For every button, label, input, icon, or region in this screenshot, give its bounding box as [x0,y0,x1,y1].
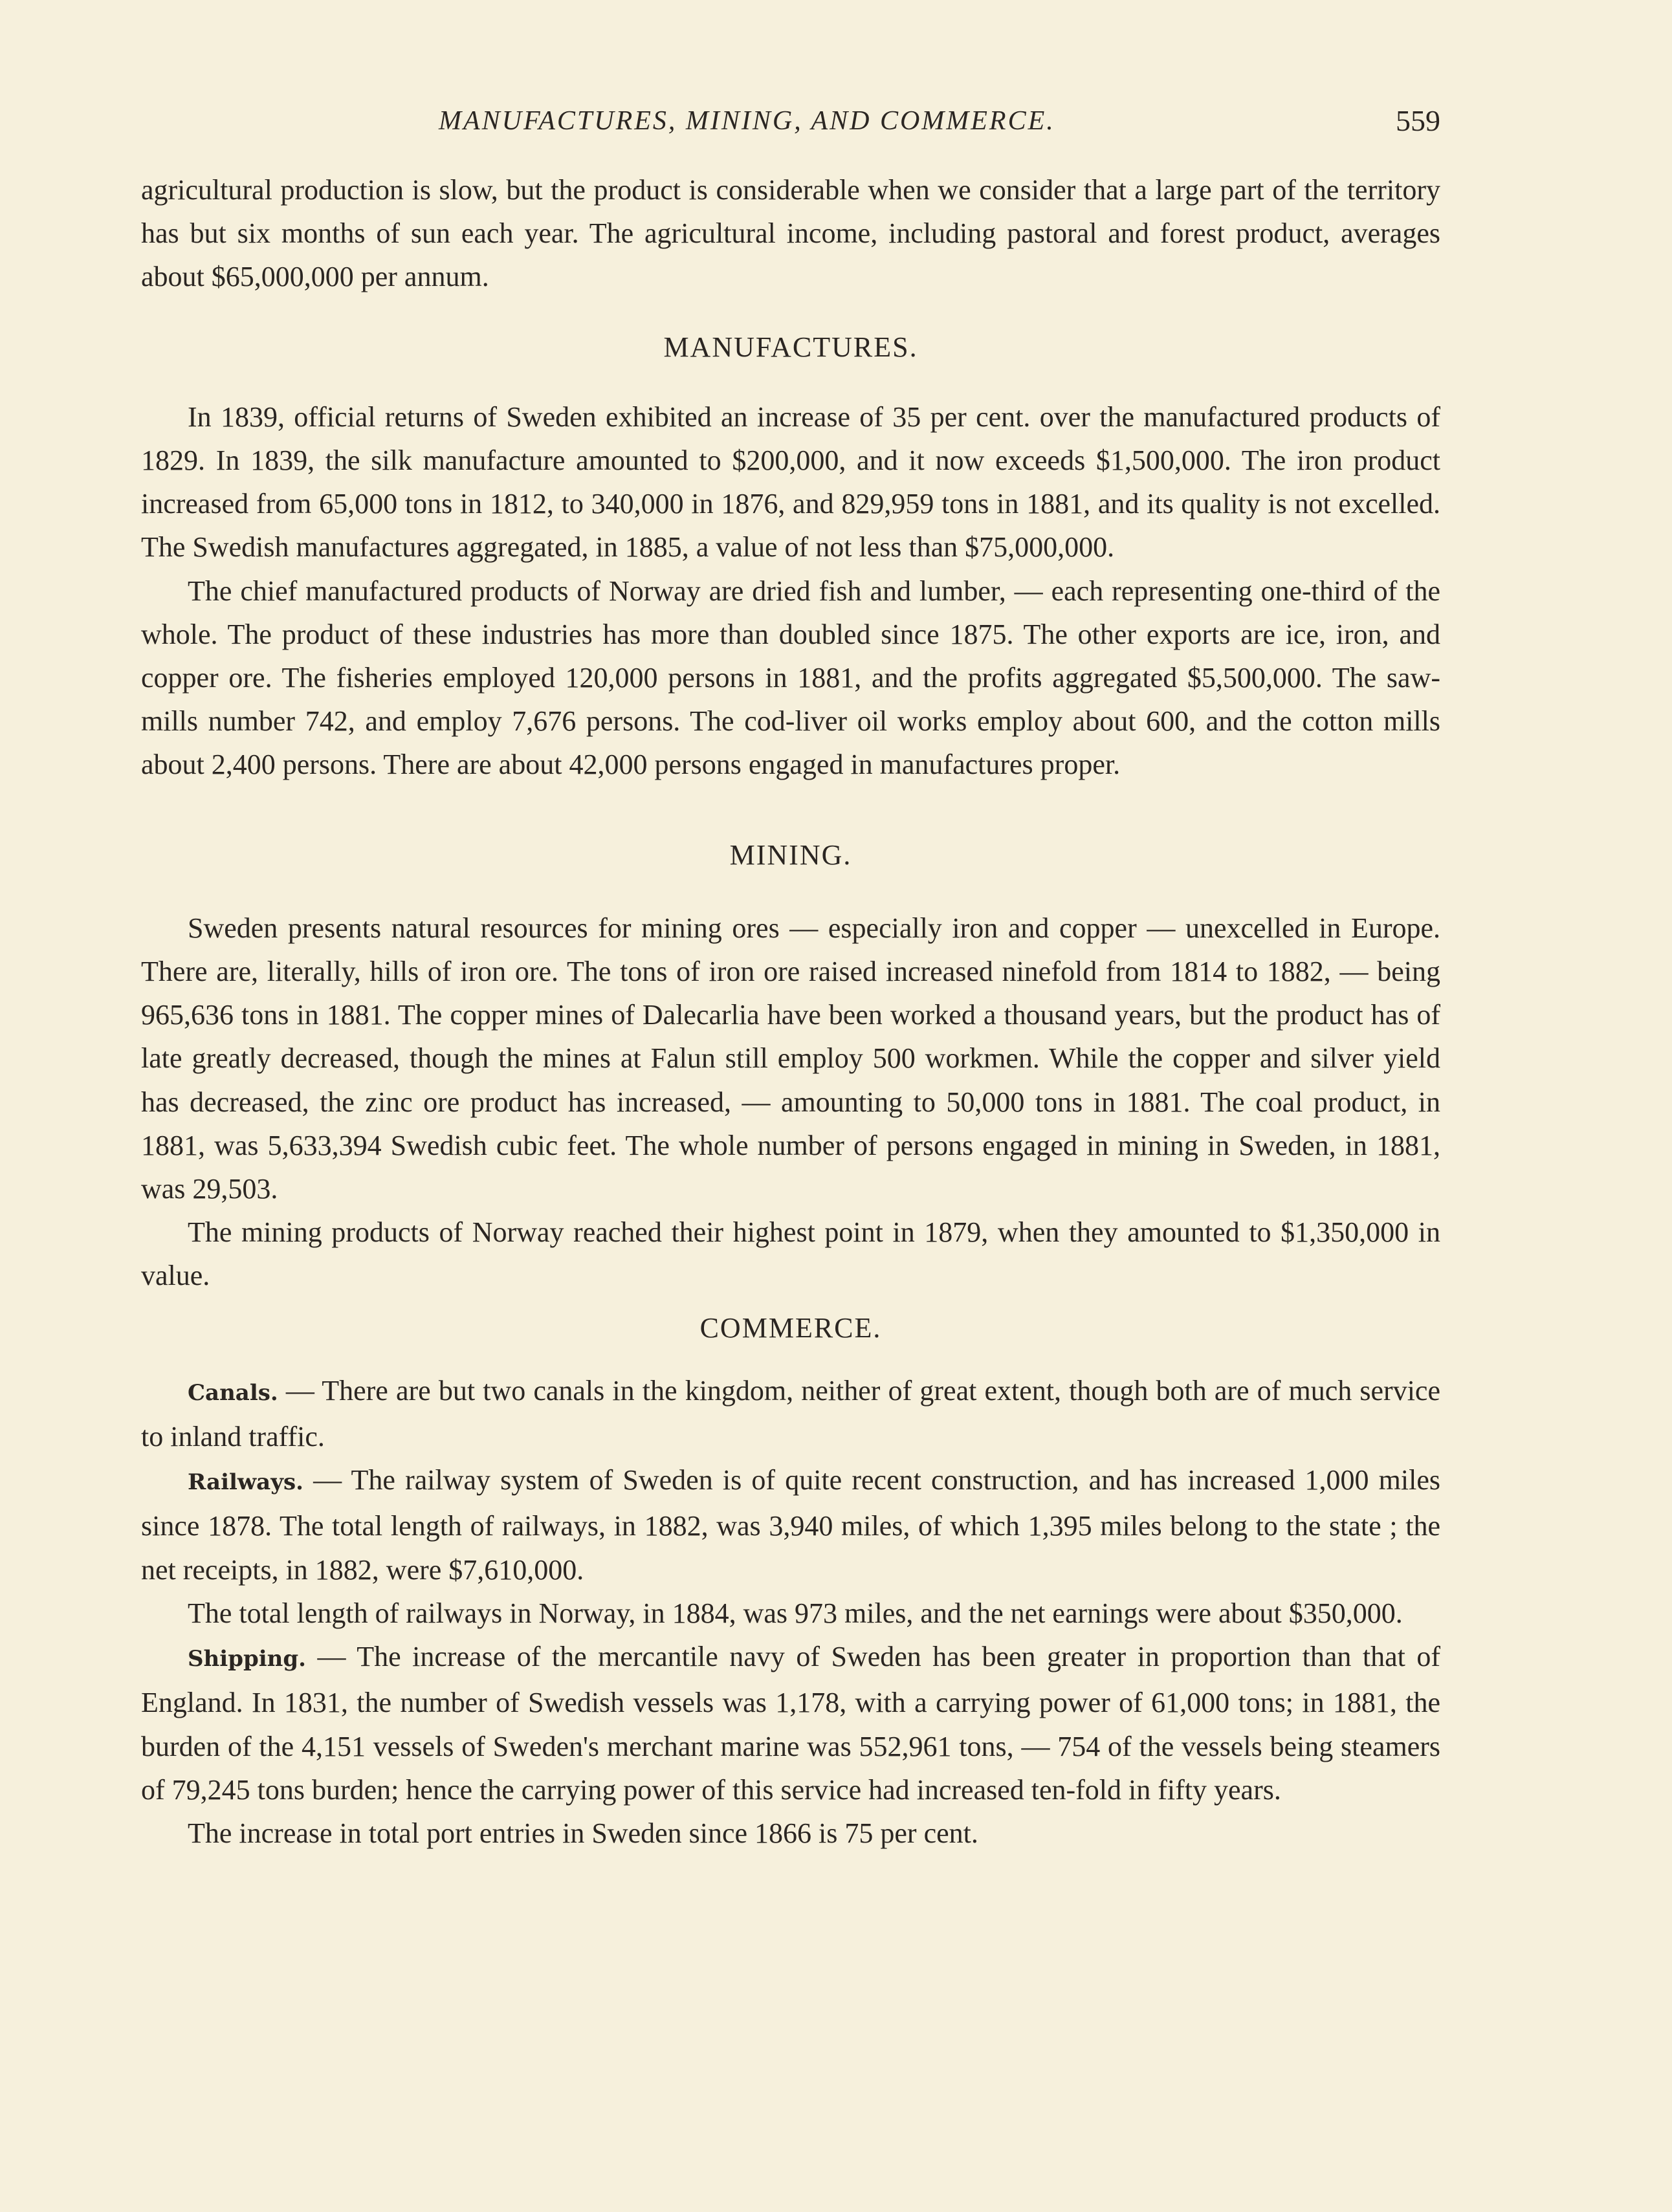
manufactures-paragraph-sweden: In 1839, official returns of Sweden exhibited an increase of 35 per cent. over the manufactured products of 1829. In 1839, the silk manufacture amounted to $200,000, and it now exceeds $1,500,000. The iron product increased from 65,000 tons in 1812, to 340,000 in 1876, and 829,959 tons in 1881, and its quality is not excelled. The Swedish manufactures aggregated, in 1885, a value of not less than $75,000,000. [141,400,1440,564]
mining-heading: MINING. [729,838,852,871]
railways-norway-paragraph: The total length of railways in Norway, in 1884, was 973 miles, and the net earnings were about $350,000. [188,1597,1403,1629]
page-number: 559 [1396,104,1440,137]
commerce-heading: COMMERCE. [699,1311,882,1344]
port-entries-paragraph: The increase in total port entries in Sweden since 1866 is 75 per cent. [188,1817,978,1849]
shipping-text: — The increase of the mercantile navy of Sweden has been greater in proportion than that of England. In 1831, the number of Swedish vessels was 1,178, with a carrying power of 61,000 tons; in 1881, the burden of the 4,151 vessels of Sweden's merchant marine was 552,961 tons, — 754 of the vessels being steamers of 79,245 tons burden; hence the carrying power of this service had increased ten-fold in fifty years. [141,1641,1440,1806]
page-body [141,168,1440,1855]
railways-label: Railways. [188,1469,303,1496]
railways-text: — The railway system of Sweden is of quite recent construction, and has increased 1,000 miles since 1878. The total length of railways, in 1882, was 3,940 miles, of which 1,395 miles belong to the state ; the net receipts, in 1882, were $7,610,000. [141,1464,1440,1586]
canals-paragraph [141,1369,1440,1458]
manufactures-paragraph-norway: The chief manufactured products of Norway are dried fish and lumber, — each representing one-third of the whole. The product of these industries has more than doubled since 1875. The other exports are ice, iron, and copper ore. The fisheries employed 120,000 persons in 1881, and the profits aggregated $5,500,000. The saw-mills number 742, and employ 7,676 persons. The cod-liver oil works employ about 600, and the cotton mills about 2,400 persons. There are about 42,000 persons engaged in manufactures proper. [141,575,1440,781]
shipping-paragraph [141,1635,1440,1812]
mining-paragraph-norway: The mining products of Norway reached their highest point in 1879, when they amounted to $1,350,000 in value. [141,1216,1440,1292]
manufactures-heading: MANUFACTURES. [663,331,918,363]
mining-paragraph-sweden: Sweden presents natural resources for mining ores — especially iron and copper — unexcelled in Europe. There are, literally, hills of iron ore. The tons of iron ore raised increased ninefold from 1814 to 1882, — being 965,636 tons in 1881. The copper mines of Dalecarlia have been worked a thousand years, but the product has of late greatly decreased, though the mines at Falun still employ 500 workmen. While the copper and silver yield has decreased, the zinc ore product has increased, — amounting to 50,000 tons in 1881. The coal product, in 1881, was 5,633,394 Swedish cubic feet. The whole number of persons engaged in mining in Sweden, in 1881, was 29,503. [141,912,1440,1205]
running-head [141,98,1440,144]
railways-paragraph [141,1458,1440,1592]
shipping-label: Shipping. [188,1646,306,1672]
intro-paragraph: agricultural production is slow, but the product is considerable when we consider that a large part of the territory has but six months of sun each year. The agricultural income, including pastoral and forest product, averages about $65,000,000 per annum. [141,174,1440,293]
canals-label: Canals. [188,1379,278,1406]
canals-text: — There are but two canals in the kingdom, neither of great extent, though both are of much service to inland traffic. [141,1374,1440,1453]
running-title: MANUFACTURES, MINING, AND COMMERCE. [439,106,1055,136]
